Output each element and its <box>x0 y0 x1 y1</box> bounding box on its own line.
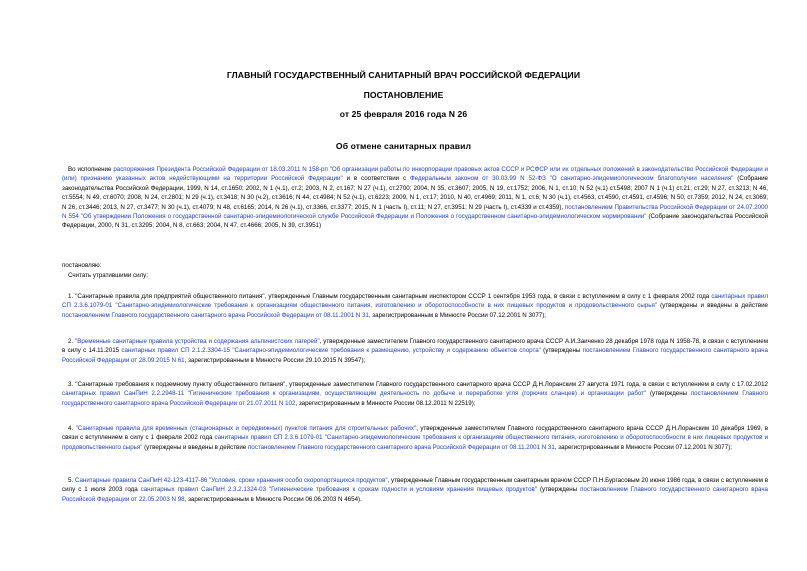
item-5-text-3: (утверждены <box>537 486 581 494</box>
link-sanpin-42-123-4117-86[interactable]: Санитарные правила СанПиН 42-123-4117-86 "Условия, сроки хранения особо скоропортящихся продуктов" <box>74 477 388 484</box>
list-item-1 <box>62 292 768 320</box>
item-1-text-2: (утверждены и введены в действие <box>657 302 769 310</box>
link-sp-2-3-6-1079-01-item4[interactable]: санитарных правил СП 2.3.6.1079-01 "Санитарно-эпидемиологические требования к организациям общественного питания, изготовлению и оборотоспособности в них пищевых продуктов и продовольственного сырья" <box>62 434 768 451</box>
link-sanpin-2-2-2948-11[interactable]: санитарных правил СанПиН 2.2.2948-11 "Гигиенические требования к организациям, осуществляющим деятельность по добыче и переработке угля (горючих сланцев) и организации работ" <box>62 390 647 398</box>
preamble-text-2: и в соответствии с <box>342 175 410 183</box>
link-decree-98[interactable]: постановлением Главного государственного санитарного врача Российской Федерации от 22.05.2003 N 98 <box>62 486 768 503</box>
consider-line: Считать утратившими силу: <box>68 272 148 279</box>
item-5-text-1: 5. <box>68 477 75 484</box>
link-sanpin-2-3-2-1324-03[interactable]: санитарных правил СанПиН 2.3.2.1324-03 "Гигиенические требования к срокам годности и условиям хранения пищевых продуктов" <box>140 486 538 494</box>
item-4-text-3: (утверждены и введены в действие <box>142 443 248 451</box>
document-type-heading: ПОСТАНОВЛЕНИЕ <box>363 90 444 100</box>
list-item-5 <box>62 476 768 504</box>
link-presidential-order[interactable]: распоряжения Президента Российской Федерации от 18.03.2011 N 158-рп "Об организации работы по инкорпорации правовых актов СССР и РСФСР или их отдельных положений в законодательство Российской Федерации и (или) признанию указанных актов недействующими на территории Российской Федерации" <box>62 166 768 183</box>
item-3-text-3: , зарегистрированным в Минюсте России 08.12.2011 N 22519); <box>295 399 476 407</box>
document-title: Об отмене санитарных правил <box>335 141 472 151</box>
link-decree-31[interactable]: постановлением Главного государственного санитарного врача Российской Федерации от 08.11.2001 N 31 <box>62 311 369 319</box>
link-sp-2-1-2-3304-15[interactable]: санитарных правил СП 2.1.2.3304-15 "Санитарно-эпидемиологические требования к размещению, устройству и содержанию объектов спорта" <box>121 347 541 355</box>
link-decree-31-item4[interactable]: постановлением Главного государственного санитарного врача Российской Федерации от 08.11.2001 N 31 <box>247 443 555 451</box>
item-1-text-3: , зарегистрированным в Минюсте России 07.12.2001 N 3077); <box>368 311 547 319</box>
item-2-text-4: , зарегистрированным в Минюсте России 29.10.2015 N 39547); <box>184 356 366 364</box>
item-2-text-3: (утверждены <box>540 347 583 355</box>
link-sp-2-3-6-1079-01[interactable]: санитарных правил СП 2.3.6.1079-01 "Санитарно-эпидемиологические требования к организациям общественного питания, изготовлению и оборотоспособности в них пищевых продуктов и продовольственного сырья" <box>62 293 768 310</box>
item-5-text-4: , зарегистрированным в Минюсте России 06.06.2003 N 4654). <box>184 495 362 503</box>
list-item-2 <box>62 337 768 365</box>
item-4-text-4: , зарегистрированным в Минюсте России 07.12.2001 N 3077); <box>554 443 732 451</box>
item-3-text-1: 3. "Санитарные требования к подземному пункту общественного питания", утвержденные заместителем Главного государственного санитарного врача СССР Д.Н.Лоранским 27 августа 1971 года, в связи с вступлением в силу с 17.02.2012 <box>68 381 768 388</box>
item-4-text-2: , утвержденные заместителем Главного государственного санитарного врача СССР Д.Н.Лоранским 10 декабря 1969, в связи с вступлением в силу с 1 февраля 2002 года <box>62 425 769 442</box>
item-2-text-1: 2. <box>68 338 76 345</box>
preamble-text-3: (Собрание законодательства Российской Федерации, 1999, N 14, ст.1650; 2002, N 1 (ч.1), ст.2; 2003, N 2, ст.167; N 27 (ч.1), ст.2700; 2004, N 35, ст.3607; 2005, N 19, ст.1752; 2006, N 1, ст.10; N 52 (ч.1) ст.5498; 2007 N 1 (ч.1) ст.21; ст.29; N 27, ст.3213; N 46, ст.5554; N 49, ст.6070; 2008, N 24, ст.2801; N 29 (ч.1), ст.3418; N 30 (ч.2), ст.3616; N 44, ст.4984; N 52 (ч.1), ст.6223; 2009, N 1, ст.17; 2010, N 40, ст.4969; 2011, N 1, ст.6; N 30 (ч.1), ст.4563, ст.4590, ст.4591, ст.4596; N 50, ст.7359; 2012, N 24, ст.3069; N 26, ст.3446; 2013, N 27, ст.3477; N 30 (ч.1), ст.4079; N 48, ст.6165; 2014, N 26 (ч.1), ст.3366, ст.3377; 2015, N 1 (часть I), ст.11; N 27, ст.3951; N 29 (часть I), ст.4339 и ст.4359), <box>62 175 768 211</box>
preamble-paragraph <box>62 165 768 231</box>
date-number-heading: от 25 февраля 2016 года N 26 <box>339 109 468 119</box>
link-decree-102[interactable]: постановлением Главного государственного санитарного врача Российской Федерации от 21.07.2011 N 102 <box>62 390 768 407</box>
item-2-text-2: , утвержденные заместителем Главного государственного санитарного врача СССР А.И.Заиченко 28 декабря 1978 года N 1958-78, в связи с вступлением в силу с 14.11.2015 <box>62 338 768 355</box>
item-4-text-1: 4. <box>68 425 76 432</box>
list-item-4 <box>62 424 768 452</box>
resolve-line: постановляю: <box>62 262 102 269</box>
preamble-text-1: Во исполнение <box>68 166 114 173</box>
preamble-text-4: (Собрание законодательства Российской Федерации, 2000, N 31, ст.3295; 2004, N 8, ст.663; 2004, N 47, ст.4666; 2005, N 39, ст.3951) <box>62 213 768 230</box>
item-1-text-1: 1. "Санитарные правила для предприятий общественного питания", утвержденные Главным государственным санитарным инспектором СССР 1 сентября 1953 года, в связи с вступлением в силу с 1 февраля 2002 года <box>68 293 712 300</box>
link-temporary-food-points-rules[interactable]: "Санитарные правила для временных (стационарных и передвижных) пунктов питания для строительных рабочих" <box>75 425 417 432</box>
item-5-text-2: , утвержденные Главным государственным санитарным врачом СССР П.Н.Бургасовым 20 июня 1986 года, в связи с вступлением в силу с 1 июля 2003 года <box>62 477 769 494</box>
link-decree-61[interactable]: постановлением Главного государственного санитарного врача Российской Федерации от 28.09.2015 N 61 <box>62 347 768 364</box>
item-3-text-2: (утверждены <box>646 390 691 398</box>
link-federal-law-52[interactable]: Федеральным законом от 30.03.99 N 52-ФЗ "О санитарно-эпидемиологическом благополучии населения" <box>409 175 734 183</box>
link-government-decree-554[interactable]: постановлением Правительства Российской Федерации от 24.07.2000 N 554 "Об утверждении Положения о государственной санитарно-эпидемиологической службе Российской Федерации и Положения о государственном санитарно-эпидемиологическом нормировании" <box>62 203 768 221</box>
list-item-3 <box>62 380 768 408</box>
issuer-heading: ГЛАВНЫЙ ГОСУДАРСТВЕННЫЙ САНИТАРНЫЙ ВРАЧ РОССИЙСКОЙ ФЕДЕРАЦИИ <box>226 70 581 80</box>
link-alpine-camps-rules[interactable]: "Временные санитарные правила устройства и содержания альпинистских лагерей" <box>75 338 320 345</box>
